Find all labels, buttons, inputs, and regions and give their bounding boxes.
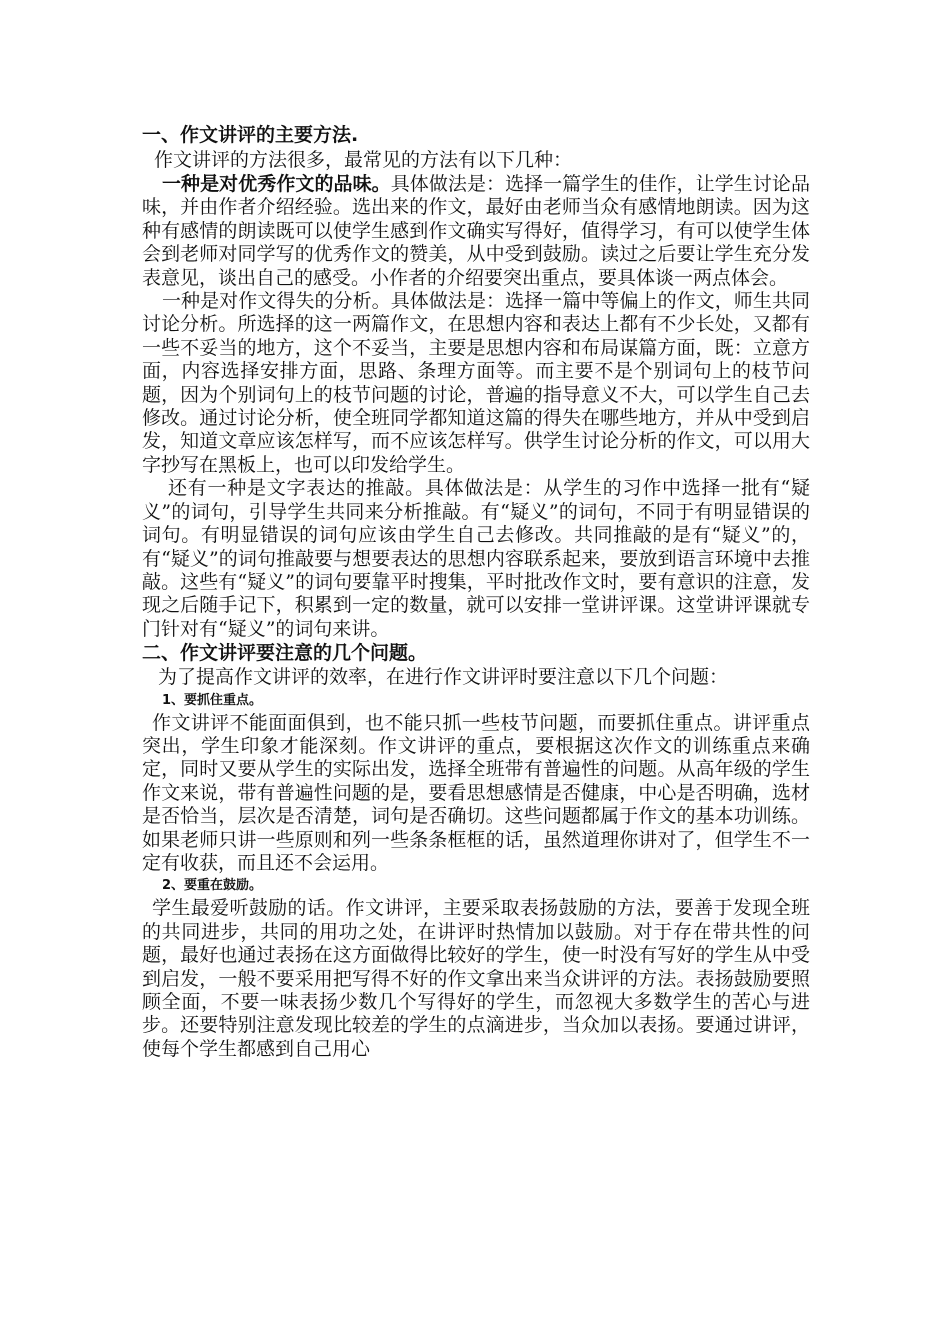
paragraph-excellent-essay (142, 173, 810, 290)
paragraph-encouragement: 学生最爱听鼓励的话。作文讲评，主要采取表扬鼓励的方法，要善于发现全班的共同进步，共同的用功之处，在讲评时热情加以鼓励。对于存在带共性的问题，最好也通过表扬在这方面做得比较好的学生，使一时没有写好的学生从中受到启发，一般不要采用把写得不好的作文拿出来当众讲评的方法。表扬鼓励要照顾全面，不要一味表扬少数几个写得好的学生，而忽视大多数学生的苦心与进步。还要特别注意发现比较差的学生的点滴进步，当众加以表扬。要通过讲评，使每个学生都感到自己用心 (142, 897, 810, 1060)
subheading-encouragement: 2、要重在鼓励。 (162, 878, 263, 894)
paragraph-issues-intro: 为了提高作文讲评的效率，在进行作文讲评时要注意以下几个问题： (158, 666, 729, 689)
paragraph-body: 具体做法是：选择一篇学生的佳作，让学生讨论品味，并由作者介绍经验。选出来的作文，最好由老师当众有感情地朗读。因为这种有感情的朗读既可以使学生感到作文确实写得好，值得学习，有可以使学生体会到老师对同学写的优秀作文的赞美，从中受到鼓励。读过之后要让学生充分发表意见，谈出自己的感受。小作者的介绍要突出重点，要具体谈一两点体会。 (142, 173, 810, 289)
section-heading-methods: 一、作文讲评的主要方法. (142, 124, 359, 146)
paragraph-gain-loss-analysis: 一种是对作文得失的分析。具体做法是：选择一篇中等偏上的作文，师生共同讨论分析。所选择的这一两篇作文，在思想内容和表达上都有不少长处，又都有一些不妥当的地方，这个不妥当，主要是思想内容和布局谋篇方面，既：立意方面，内容选择安排方面，思路、条理方面等。而主要不是个别词句上的枝节问题，因为个别词句上的枝节问题的讨论，普遍的指导意义不大，可以学生自己去修改。通过讨论分析，使全班同学都知道这篇的得失在哪些地方，并从中受到启发，知道文章应该怎样写，而不应该怎样写。供学生讨论分析的作文，可以用大字抄写在黑板上，也可以印发给学生。 (142, 290, 810, 476)
document-page (142, 123, 810, 1061)
paragraph-wording-refinement: 还有一种是文字表达的推敲。具体做法是：从学生的习作中选择一批有“疑义”的词句，引导学生共同来分析推敲。有“疑义”的词句，不同于有明显错误的词句。有明显错误的词句应该由学生自己去修改。共同推敲的是有“疑义”的，有“疑义”的词句推敲要与想要表达的思想内容联系起来，要放到语言环境中去推敲。这些有“疑义”的词句要靠平时搜集，平时批改作文时，要有意识的注意，发现之后随手记下，积累到一定的数量，就可以安排一堂讲评课。这堂讲评课就专门针对有“疑义”的词句来讲。 (142, 477, 810, 640)
subheading-focus: 1、要抓住重点。 (162, 692, 263, 708)
paragraph-lead-bold: 一种是对优秀作文的品味。 (162, 173, 391, 195)
intro-paragraph: 作文讲评的方法很多，最常见的方法有以下几种： (154, 149, 573, 171)
paragraph-focus: 作文讲评不能面面俱到，也不能只抓一些枝节问题，而要抓住重点。讲评重点突出，学生印象才能深刻。作文讲评的重点，要根据这次作文的训练重点来确定，同时又要从学生的实际出发，选择全班带有普遍性的问题。从高年级的学生作文来说，带有普遍性问题的是，要看思想感情是否健康，中心是否明确，选材是否恰当，层次是否清楚，词句是否确切。这些问题都属于作文的基本功训练。如果老师只讲一些原则和列一些条条框框的话，虽然道理你讲对了，但学生不一定有收获，而且还不会运用。 (142, 711, 810, 874)
section-heading-issues: 二、作文讲评要注意的几个问题。 (142, 642, 428, 665)
